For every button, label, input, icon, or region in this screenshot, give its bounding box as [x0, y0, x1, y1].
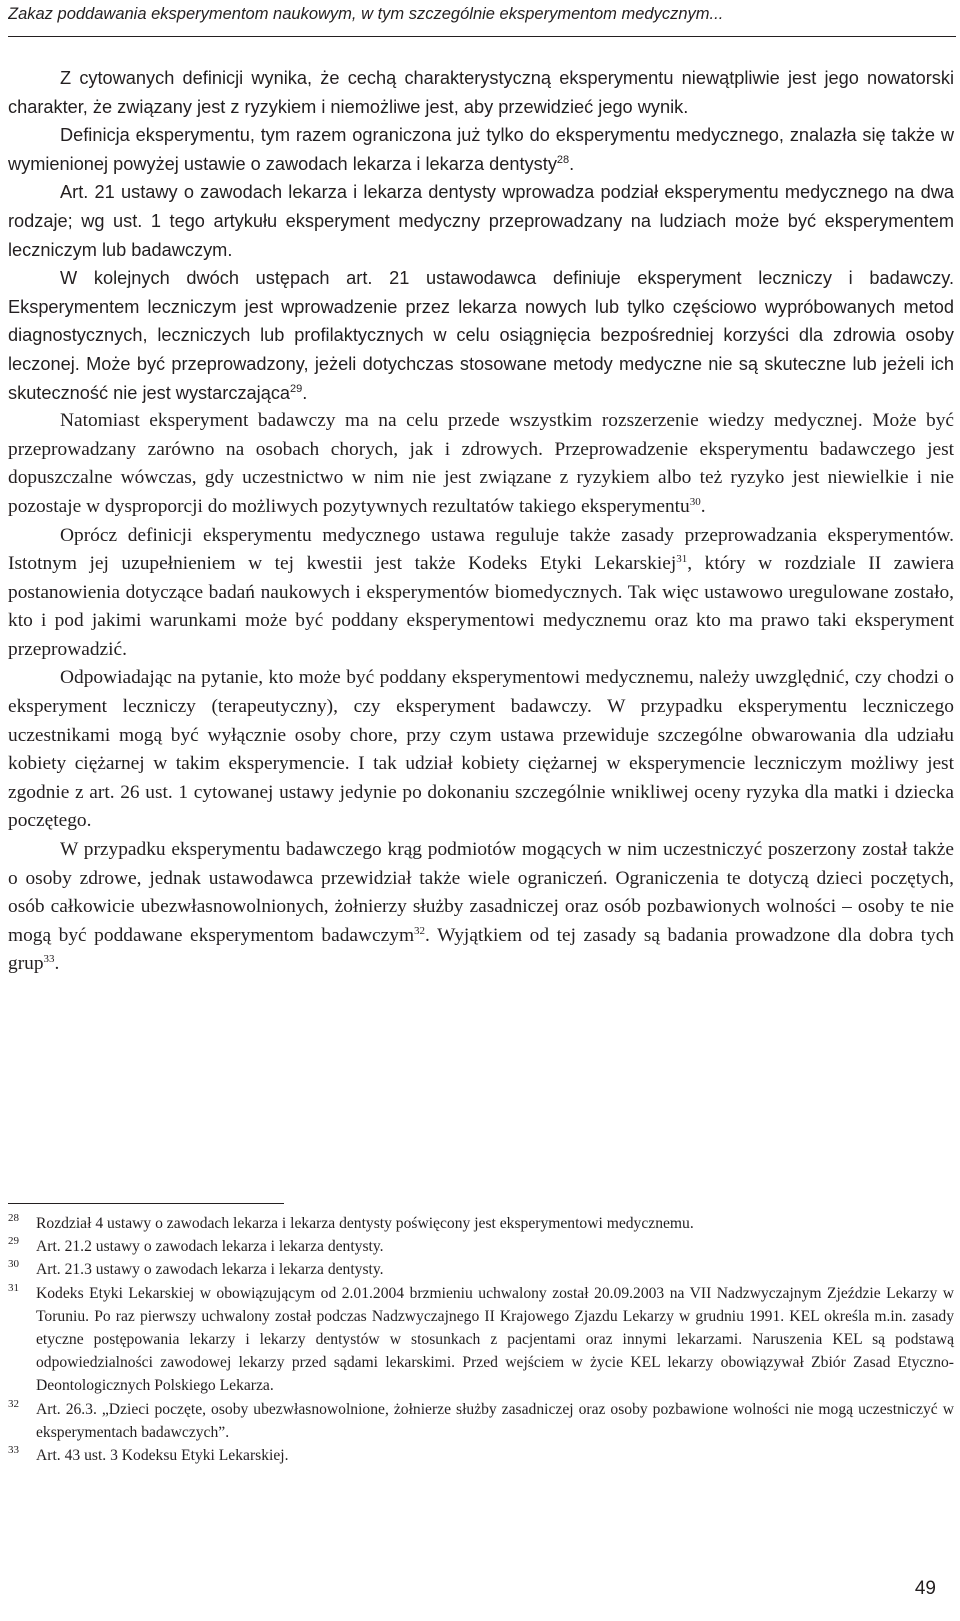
paragraph-4-end: . [302, 382, 308, 403]
footnote-33 [8, 1444, 954, 1467]
footnote-31 [8, 1282, 954, 1398]
paragraph-3: Art. 21 ustawy o zawodach lekarza i lekarza dentysty wprowadza podział eksperymentu medycznego na dwa rodzaje; wg ust. 1 tego artykułu eksperyment medyczny przeprowadzany na ludziach może być eksperymentem leczniczym lub badawczym. [8, 182, 954, 260]
footnote-30 [8, 1258, 954, 1281]
paragraph-8-end: . [54, 953, 60, 975]
paragraph-1: Z cytowanych definicji wynika, że cechą charakterystyczną eksperymentu niewątpliwie jest jego nowatorski charakter, że związany jest z ryzykiem i niemożliwe jest, aby przewidzieć jego wynik. [8, 68, 954, 117]
paragraph-6-text-b: , który w rozdziale II zawiera postanowienia dotyczące badań naukowych i eksperymentów biomedycznych. Tak więc ustawowo uregulowane zostało, kto i pod jakimi warunkami może być poddany eksperymentowi medycznemu oraz kto ma prawo taki eksperyment przeprowadzić. [8, 553, 954, 660]
footnote-number: 29 [8, 1235, 19, 1248]
footnote-number: 31 [8, 1281, 19, 1294]
footnote-29 [8, 1235, 954, 1258]
paragraph-8 [8, 836, 954, 979]
paragraph-7: Odpowiadając na pytanie, kto może być poddany eksperymentowi medycznemu, należy uwzględnić, czy chodzi o eksperyment leczniczy (terapeutyczny), czy eksperyment badawczy. W przypadku eksperymentu leczniczego uczestnikami mogą być wyłącznie osoby chore, przy czym ustawa przewiduje szczególne obwarowania dla udziału kobiety ciężarnej w takim eksperymencie. I tak udział kobiety ciężarnej w eksperymencie leczniczym możliwy jest zgodnie z art. 26 ust. 1 cytowanej ustawy jedynie po dokonaniu szczególnie wnikliwej oceny ryzyka dla matki i dziecka poczętego. [8, 667, 954, 832]
footnote-number: 32 [8, 1397, 19, 1410]
footnote-text: Art. 21.2 ustawy o zawodach lekarza i lekarza dentysty. [36, 1238, 384, 1256]
footnote-ref-33[interactable]: 33 [43, 953, 55, 966]
footnote-text: Art. 43 ust. 3 Kodeksu Etyki Lekarskiej. [36, 1447, 289, 1465]
paragraph-4 [8, 264, 954, 407]
footnote-ref-28[interactable]: 28 [556, 153, 570, 166]
paragraph-8-text-b: . Wyjątkiem od tej zasady są badania prowadzone dla dobra tych grup [8, 924, 955, 975]
running-header [8, 2, 956, 37]
paragraph-6-text-a: Oprócz definicji eksperymentu medycznego ustawa reguluje także zasady przeprowadzania eksperymentów. Istotnym jej uzupełnieniem w tej kwestii jest także Kodeks Etyki Lekarskiej [8, 524, 954, 575]
footnote-number: 30 [8, 1258, 19, 1271]
footnote-number: 33 [8, 1444, 19, 1457]
footnote-text: Art. 26.3. „Dzieci poczęte, osoby ubezwłasnowolnione, żołnierze służby zasadniczej oraz osoby pozbawione wolności nie mogą uczestniczyć w eksperymentach badawczych”. [36, 1400, 954, 1441]
footnote-text: Rozdział 4 ustawy o zawodach lekarza i lekarza dentysty poświęcony jest eksperymentowi medycznemu. [36, 1215, 694, 1232]
paragraph-8-text-a: W przypadku eksperymentu badawczego krąg podmiotów mogących w nim uczestniczyć poszerzony został także o osoby zdrowe, jednak ustawodawca przewidział także wiele ograniczeń. Ograniczenia te dotyczą dzieci poczętych, osób całkowicie ubezwłasnowolnionych, żołnierzy służby zasadniczej oraz osób pozbawionych wolności – osoby te nie mogą być poddawane eksperymentom badawczym [8, 839, 954, 946]
paragraph-5-text: Natomiast eksperyment badawczy ma na celu przede wszystkim rozszerzenie wiedzy medycznej. Może być przeprowadzany zarówno na osobach chorych, jak i zdrowych. Przeprowadzenie eksperymentu badawczego jest dopuszczalne wówczas, gdy uczestnictwo w nim nie jest związane z ryzykiem albo też ryzyko jest niewielkie i nie pozostaje w dysproporcji do możliwych pozytywnych rezultatów takiego eksperymentu [8, 410, 954, 517]
main-text [8, 64, 954, 979]
footnote-28 [8, 1212, 954, 1235]
footnote-number: 28 [8, 1212, 19, 1224]
paragraph-2-text: Definicja eksperymentu, tym razem ograniczona już tylko do eksperymentu medycznego, znalazła się także w wymienionej powyżej ustawie o zawodach lekarza i lekarza dentysty [8, 125, 954, 174]
footnote-ref-29[interactable]: 29 [290, 382, 303, 395]
footnote-ref-31[interactable]: 31 [676, 553, 688, 566]
footnote-text: Art. 21.3 ustawy o zawodach lekarza i lekarza dentysty. [36, 1261, 384, 1279]
paragraph-2-end: . [569, 153, 575, 174]
footnote-32 [8, 1398, 954, 1444]
running-title: Zakaz poddawania eksperymentom naukowym, w tym szczególnie eksperymentom medycznym... [8, 5, 724, 23]
paragraph-5 [8, 407, 954, 521]
page-number: 49 [914, 1578, 936, 1599]
paragraph-4-text: W kolejnych dwóch ustępach art. 21 ustawodawca definiuje eksperyment leczniczy i badawczy. Eksperymentem leczniczym jest wprowadzenie przez lekarza nowych lub tylko częściowo wypróbowanych metod diagnostycznych, leczniczych lub profilaktycznych w celu osiągnięcia bezpośredniej korzyści dla zdrowia osoby leczonej. Może być przeprowadzony, jeżeli dotychczas stosowane metody medyczne nie są skuteczne lub jeżeli ich skuteczność nie jest wystarczająca [8, 268, 954, 403]
footnote-text: Kodeks Etyki Lekarskiej w obowiązującym od 2.01.2004 brzmieniu uchwalony został 20.09.2003 na VII Nadzwyczajnym Zjeździe Lekarzy w Toruniu. Po raz pierwszy uchwalony został podczas Nadzwyczajnego II Krajowego Zjazdu Lekarzy w grudniu 1991. KEL określa m.in. zasady etyczne postępowania lekarzy i lekarzy dentystów w stosunkach z pacjentami oraz innymi lekarzami. Naruszenia KEL są podstawą odpowiedzialności zawodowej lekarzy przed sądami lekarskimi. Przed wejściem w życie KEL lekarzy obowiązywał Zbiór Zasad Etyczno-Deontologicznych Polskiego Lekarza. [36, 1284, 954, 1395]
paragraph-5-end: . [700, 495, 706, 517]
footnote-separator [8, 1203, 284, 1204]
footnote-ref-32[interactable]: 32 [414, 924, 426, 937]
footnote-ref-30[interactable]: 30 [689, 495, 701, 508]
paragraph-2 [8, 121, 954, 178]
footnotes [8, 1212, 954, 1467]
paragraph-6 [8, 522, 954, 665]
